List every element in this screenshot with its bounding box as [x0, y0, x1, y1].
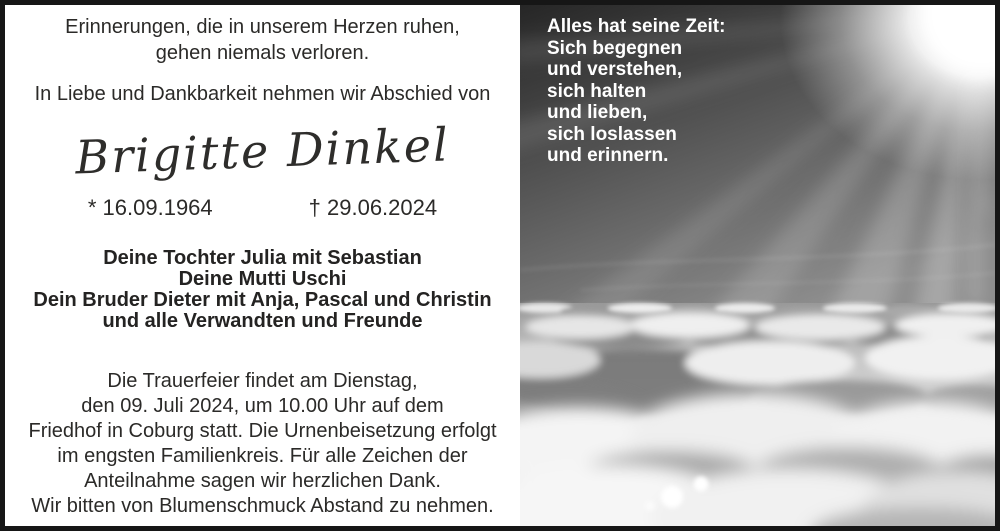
poem-line: Alles hat seine Zeit: — [547, 16, 726, 37]
poem-line: und lieben, — [547, 102, 648, 123]
funeral-line: Friedhof in Coburg statt. Die Urnenbeisetzung erfolgt — [28, 420, 497, 442]
deceased-name: Brigitte Dinkel — [74, 117, 451, 185]
poem-line: und erinnern. — [547, 145, 669, 166]
birth-date: * 16.09.1964 — [87, 195, 213, 220]
opening-line-2: gehen niemals verloren. — [155, 42, 370, 64]
low-clouds — [520, 393, 995, 526]
family-line: Deine Tochter Julia mit Sebastian — [103, 247, 422, 269]
opening-line-1: Erinnerungen, die in unserem Herzen ruhen, — [65, 16, 460, 38]
funeral-line: den 09. Juli 2024, um 10.00 Uhr auf dem — [81, 395, 444, 417]
farewell-intro: In Liebe und Dankbarkeit nehmen wir Abschied von — [34, 83, 491, 105]
funeral-line: Wir bitten von Blumenschmuck Abstand zu nehmen. — [31, 495, 494, 517]
family-line: Deine Mutti Uschi — [178, 268, 347, 290]
family-list — [5, 248, 520, 332]
family-line: Dein Bruder Dieter mit Anja, Pascal und Christin — [33, 289, 492, 311]
memorial-text-panel — [5, 5, 520, 526]
death-date: † 29.06.2024 — [308, 195, 438, 220]
poem-line: und verstehen, — [547, 59, 683, 80]
poem-line: Sich begegnen — [547, 37, 683, 59]
poem-line: sich halten — [547, 80, 647, 102]
funeral-line: Die Trauerfeier findet am Dienstag, — [107, 370, 418, 392]
funeral-details — [5, 369, 520, 519]
poem-line: sich loslassen — [547, 123, 677, 145]
poem-overlay — [547, 16, 725, 167]
funeral-line: im engsten Familienkreis. Für alle Zeichen der — [57, 445, 468, 467]
memorial-photo — [520, 5, 995, 526]
funeral-line: Anteilnahme sagen wir herzlichen Dank. — [84, 470, 441, 492]
family-line: und alle Verwandten und Freunde — [102, 310, 423, 332]
opening-verse — [5, 14, 520, 66]
